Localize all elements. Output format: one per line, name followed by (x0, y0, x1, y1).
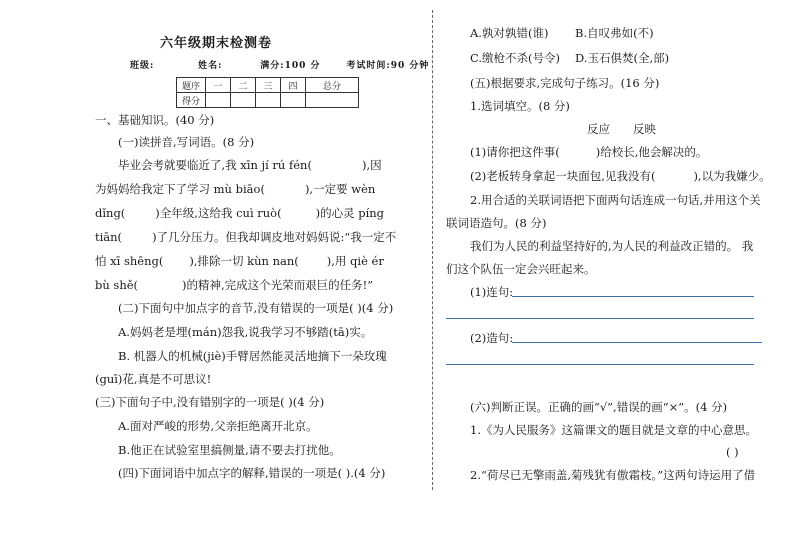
text: dǐng( (95, 206, 126, 220)
score-table-header-row (177, 78, 359, 93)
question-title: (二)下面句中加点字的音节,没有错误的一项是( )(4 分) (118, 301, 394, 315)
score-cell (306, 93, 359, 108)
score-cell (281, 93, 306, 108)
option-a: A.妈妈老是埋(mán)怨我,说我学习不够踏(tā)实。 (118, 325, 373, 339)
score-table-score-row (177, 93, 359, 108)
text: ),因 (361, 158, 382, 172)
option-c: C.缴枪不杀(号令) (470, 51, 561, 65)
option-d: D.玉石俱焚(全,部) (575, 51, 670, 65)
answer-line[interactable] (446, 364, 754, 365)
option-b: B.他正在试验室里搞侧量,请不要去打扰他。 (118, 443, 341, 457)
lian-ju-label: (1)连句: (470, 285, 514, 299)
question-title: (六)判断正误。正确的画“√”,错误的画“×”。(4 分) (470, 400, 728, 414)
text: ),用 qiè ér (326, 254, 384, 268)
question-title-cont: 联词语造句。(8 分) (446, 216, 547, 230)
text: )全年级,这给我 cuì ruò( (155, 206, 282, 220)
answer-line[interactable] (512, 296, 754, 297)
question-line (95, 205, 384, 221)
option-a: A.面对严峻的形势,父亲拒绝离开北京。 (118, 419, 318, 433)
score-cell: 四 (281, 78, 306, 93)
answer-paren[interactable]: ( ) (726, 445, 739, 459)
text: )的精神,完成这个光荣而艰巨的任务!” (182, 278, 374, 292)
option-b: B. 机器人的机械(jiè)手臂居然能灵活地摘下一朵玫瑰 (118, 349, 387, 363)
question-line (95, 229, 396, 245)
class-label: 班级: (130, 61, 155, 71)
exam-time: 考试时间:90 分钟 (346, 61, 430, 71)
option-b: B.自叹弗如(不) (575, 26, 654, 40)
question-text-cont: 们这个队伍一定会兴旺起来。 (446, 262, 596, 276)
score-cell: 二 (231, 78, 256, 93)
question-title: 2.用合适的关联词语把下面两句话连成一句话,并用这个关 (470, 193, 761, 207)
option-a: A.孰对孰错(谁) (470, 26, 549, 40)
score-cell (206, 93, 231, 108)
score-cell: 总分 (306, 78, 359, 93)
zao-ju-label: (2)造句: (470, 331, 514, 345)
question-title: (四)下面词语中加点字的解释,错误的一项是( ).(4 分) (118, 466, 386, 480)
question-text: 2.“荷尽已无擎雨盖,菊残犹有傲霜枝。”这两句诗运用了借 (470, 468, 756, 482)
text: 毕业会考就要临近了,我 xīn jí rú fén( (118, 158, 312, 172)
text: bù shě( (95, 278, 139, 292)
question-title: 1.选词填空。(8 分) (470, 99, 570, 113)
word-choice: 反应 (587, 122, 610, 136)
text: )的心灵 píng (315, 206, 385, 220)
text: tiān( (95, 230, 123, 244)
question-title: (一)读拼音,写词语。(8 分) (118, 135, 255, 149)
question-text: 我们为人民的利益坚持好的,为人民的利益改正错的。 我 (470, 239, 754, 253)
text: ),排除一切 kùn nan( (189, 254, 299, 268)
score-cell: 一 (206, 78, 231, 93)
exam-meta (130, 58, 429, 71)
question-line (470, 168, 771, 184)
exam-title: 六年级期末检测卷 (159, 36, 272, 51)
score-cell: 三 (256, 78, 281, 93)
score-cell (231, 93, 256, 108)
text: 怕 xī shēng( (95, 254, 164, 268)
word-choice: 反映 (633, 122, 656, 136)
answer-line[interactable] (446, 318, 754, 319)
score-cell: 得分 (177, 93, 206, 108)
question-text: 1.《为人民服务》这篇课文的题目就是文章的中心意思。 (470, 423, 757, 437)
question-title: (五)根据要求,完成句子练习。(16 分) (470, 76, 660, 90)
text: )了几分压力。但我却调皮地对妈妈说:“我一定不 (152, 230, 397, 244)
text: 为妈妈给我定下了学习 mù biāo( (95, 182, 265, 196)
question-title: (三)下面句子中,没有错别字的一项是( )(4 分) (95, 395, 325, 409)
question-line (95, 181, 375, 197)
full-score: 满分:100 分 (260, 61, 321, 71)
option-b-cont: (guī)花,真是不可思议! (95, 372, 212, 386)
question-line (470, 144, 707, 160)
score-cell (256, 93, 281, 108)
score-cell: 题序 (177, 78, 206, 93)
question-line (118, 157, 382, 173)
text: ),以为我嫌少。 (693, 169, 771, 183)
answer-line[interactable] (512, 342, 762, 343)
question-line (95, 253, 384, 269)
name-label: 姓名: (198, 61, 223, 71)
text: (1)请你把这件事( (470, 145, 560, 159)
text: ),一定要 wèn (304, 182, 376, 196)
question-line (95, 277, 373, 293)
column-divider (432, 10, 433, 490)
score-table (176, 77, 359, 108)
text: (2)老板转身拿起一块面包,见我没有( (470, 169, 656, 183)
section-heading: 一、基础知识。(40 分) (95, 113, 215, 127)
text: )给校长,他会解决的。 (595, 145, 708, 159)
